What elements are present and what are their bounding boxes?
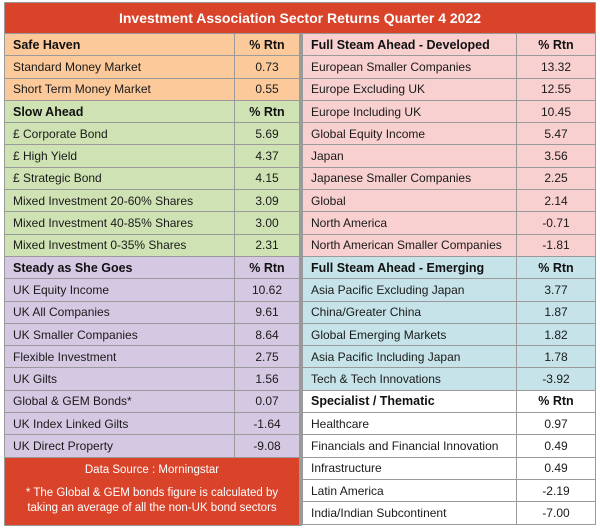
sector-return: 10.45	[540, 104, 572, 119]
sector-name: Mixed Investment 0-35% Shares	[5, 235, 235, 256]
sector-return: 4.15	[255, 171, 279, 186]
table-row	[302, 435, 596, 457]
table-row	[302, 302, 596, 324]
table-row	[302, 101, 596, 123]
sector-name: UK Equity Income	[5, 279, 235, 300]
sector-name: Mixed Investment 40-85% Shares	[5, 212, 235, 233]
sector-return: 0.73	[255, 59, 279, 74]
table-row	[302, 413, 596, 435]
table-row	[302, 123, 596, 145]
section-title: Specialist / Thematic	[303, 391, 517, 412]
table-row	[4, 279, 300, 301]
sector-name: Short Term Money Market	[5, 79, 235, 100]
sector-return: 2.25	[544, 171, 568, 186]
table-row	[302, 235, 596, 257]
return-column-header: % Rtn	[538, 260, 574, 275]
table-row	[4, 368, 300, 390]
section-header-specialist-thematic	[302, 391, 596, 413]
sector-name: UK Direct Property	[5, 435, 235, 456]
data-source: Data Source : Morningstar	[84, 463, 220, 476]
table-row	[302, 212, 596, 234]
sector-name: European Smaller Companies	[303, 56, 517, 77]
sector-return: -7.00	[542, 505, 570, 520]
sector-return: 5.47	[544, 126, 568, 141]
table-row	[302, 458, 596, 480]
table-row	[4, 79, 300, 101]
sector-return: -2.19	[542, 483, 570, 498]
sector-name: Europe Excluding UK	[303, 79, 517, 100]
table-row	[4, 123, 300, 145]
footnote: * The Global & GEM bonds figure is calculated by taking an average of all the non-UK bond sectors	[25, 486, 279, 514]
sector-name: UK All Companies	[5, 302, 235, 323]
sector-name: Asia Pacific Including Japan	[303, 346, 517, 367]
sector-return: 0.49	[544, 461, 568, 476]
return-column-header: % Rtn	[538, 37, 574, 52]
sector-name: Asia Pacific Excluding Japan	[303, 279, 517, 300]
sector-name: Japan	[303, 145, 517, 166]
sector-name: £ Strategic Bond	[5, 168, 235, 189]
table-row	[4, 346, 300, 368]
sector-return: 2.75	[255, 349, 279, 364]
return-column-header: % Rtn	[249, 104, 285, 119]
sector-return: 5.69	[255, 126, 279, 141]
table-row	[4, 302, 300, 324]
table-row	[302, 56, 596, 78]
sector-name: China/Greater China	[303, 302, 517, 323]
sector-return: 1.87	[544, 305, 568, 320]
table-row	[302, 480, 596, 502]
sector-name: £ High Yield	[5, 145, 235, 166]
sector-name: Latin America	[303, 480, 517, 501]
table-row	[302, 502, 596, 524]
sector-name: Global & GEM Bonds*	[5, 391, 235, 412]
table-row	[302, 145, 596, 167]
section-title: Full Steam Ahead - Developed	[303, 34, 517, 55]
table-row	[302, 79, 596, 101]
sector-name: Flexible Investment	[5, 346, 235, 367]
table-row	[4, 56, 300, 78]
sector-name: Standard Money Market	[5, 56, 235, 77]
section-header-full-steam-ahead-developed	[302, 34, 596, 56]
section-title: Safe Haven	[5, 34, 235, 55]
table-row	[4, 145, 300, 167]
sector-name: Europe Including UK	[303, 101, 517, 122]
sector-return: 12.55	[540, 82, 572, 97]
table-row	[4, 190, 300, 212]
sector-name: Tech & Tech Innovations	[303, 368, 517, 389]
sector-return: -1.81	[542, 238, 570, 253]
section-title: Slow Ahead	[5, 101, 235, 122]
sector-return: 10.62	[251, 282, 283, 297]
table-row	[4, 324, 300, 346]
table-row	[302, 190, 596, 212]
sector-name: Healthcare	[303, 413, 517, 434]
section-header-full-steam-ahead-emerging	[302, 257, 596, 279]
section-title: Full Steam Ahead - Emerging	[303, 257, 517, 278]
sector-return: 3.00	[255, 216, 279, 231]
sector-name: Mixed Investment 20-60% Shares	[5, 190, 235, 211]
section-header-slow-ahead	[4, 101, 300, 123]
sector-return: 1.56	[255, 372, 279, 387]
section-title: Steady as She Goes	[5, 257, 235, 278]
sector-return: 2.14	[544, 193, 568, 208]
sector-return: 0.97	[544, 416, 568, 431]
table-row	[302, 279, 596, 301]
right-column	[300, 34, 596, 526]
sector-return: -9.08	[253, 438, 281, 453]
sector-name: UK Gilts	[5, 368, 235, 389]
sector-name: UK Index Linked Gilts	[5, 413, 235, 434]
sector-return: 1.82	[544, 327, 568, 342]
sector-return: -3.92	[542, 372, 570, 387]
sector-name: Global Emerging Markets	[303, 324, 517, 345]
sector-return: 3.77	[544, 282, 568, 297]
sector-name: India/Indian Subcontinent	[303, 502, 517, 523]
sector-return: 0.55	[255, 82, 279, 97]
sector-return: 0.07	[255, 394, 279, 409]
sector-name: North America	[303, 212, 517, 233]
table-row	[4, 391, 300, 413]
sector-name: £ Corporate Bond	[5, 123, 235, 144]
return-column-header: % Rtn	[249, 37, 285, 52]
sector-return: 3.56	[544, 149, 568, 164]
table-row	[4, 435, 300, 457]
sector-return: 13.32	[540, 59, 572, 74]
table-title: Investment Association Sector Returns Quarter 4 2022	[4, 2, 596, 34]
section-header-steady-as-she-goes	[4, 257, 300, 279]
left-column	[4, 34, 300, 526]
sector-return: 3.09	[255, 193, 279, 208]
sector-return: 2.31	[255, 238, 279, 253]
return-column-header: % Rtn	[249, 260, 285, 275]
table-row	[4, 212, 300, 234]
sector-name: UK Smaller Companies	[5, 324, 235, 345]
source-note	[4, 458, 300, 526]
sector-name: North American Smaller Companies	[303, 235, 517, 256]
table-row	[4, 235, 300, 257]
sector-return: -1.64	[253, 416, 281, 431]
sector-return: 1.78	[544, 349, 568, 364]
sector-return: 9.61	[255, 305, 279, 320]
sector-name: Infrastructure	[303, 458, 517, 479]
table-row	[302, 324, 596, 346]
sector-return: 4.37	[255, 149, 279, 164]
sector-name: Global Equity Income	[303, 123, 517, 144]
sector-name: Global	[303, 190, 517, 211]
sector-name: Japanese Smaller Companies	[303, 168, 517, 189]
sector-return: -0.71	[542, 216, 570, 231]
section-header-safe-haven	[4, 34, 300, 56]
sector-return: 8.64	[255, 327, 279, 342]
table-row	[302, 168, 596, 190]
return-column-header: % Rtn	[538, 394, 574, 409]
table-row	[4, 413, 300, 435]
table-row	[302, 346, 596, 368]
table-row	[302, 368, 596, 390]
sector-name: Financials and Financial Innovation	[303, 435, 517, 456]
table-row	[4, 168, 300, 190]
sector-return: 0.49	[544, 438, 568, 453]
